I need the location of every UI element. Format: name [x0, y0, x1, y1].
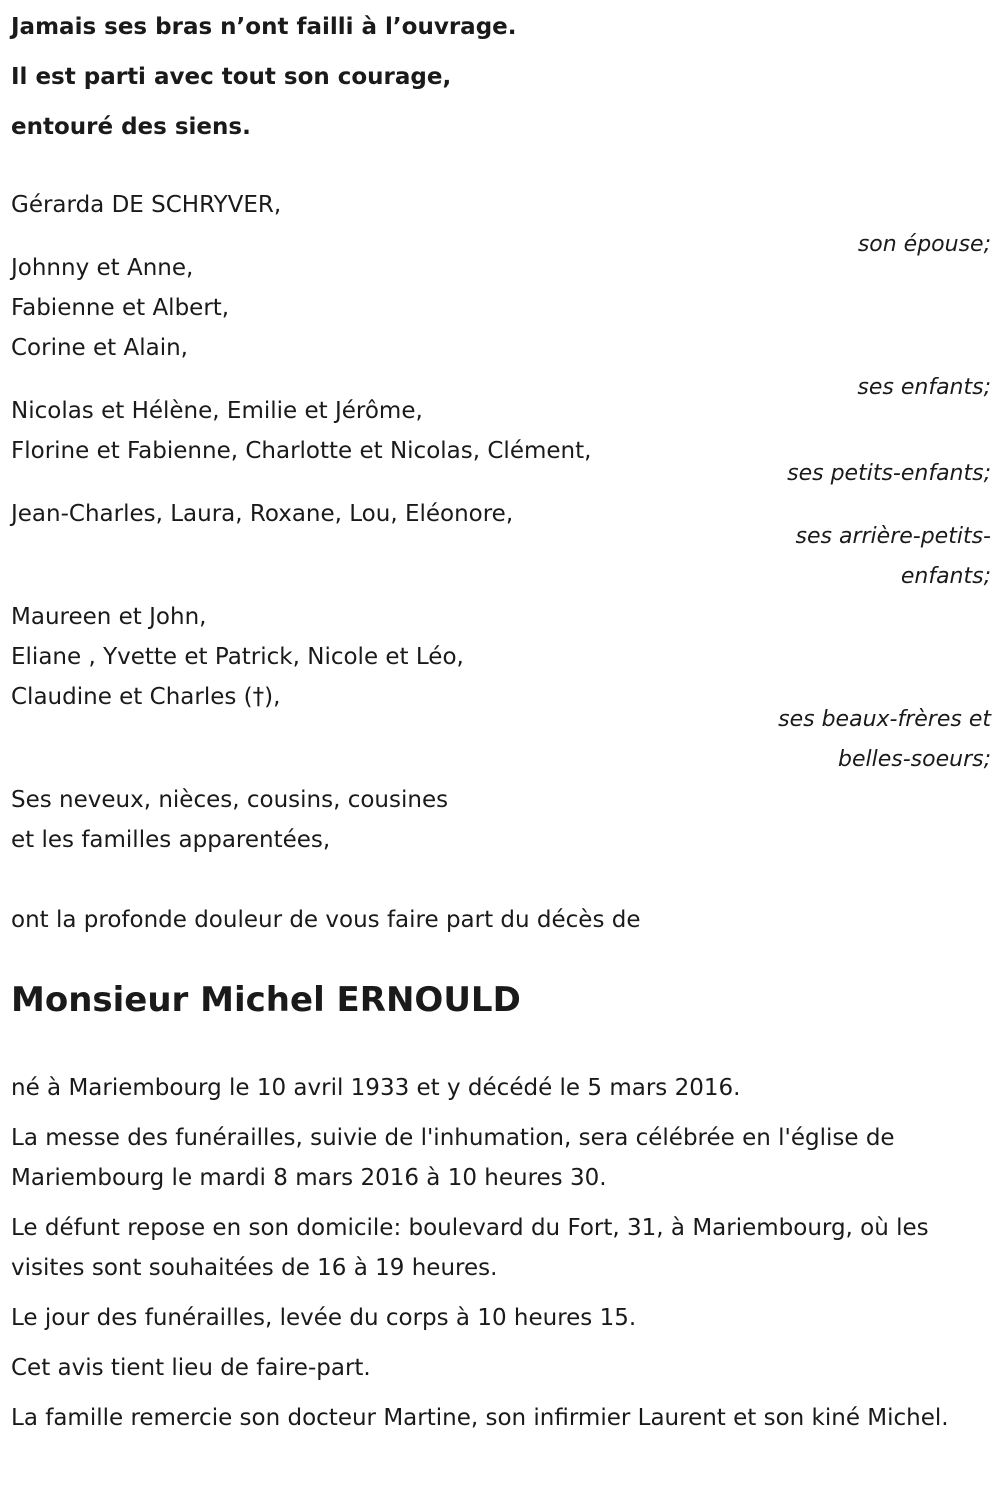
family-group-extended [11, 780, 991, 860]
announcement-text: ont la profonde douleur de vous faire part du décès de [11, 907, 641, 933]
family-names: Florine et Fabienne, Charlotte et Nicolas, Clément, [11, 438, 592, 464]
detail-paragraph: La famille remercie son docteur Martine, son infirmier Laurent et son kiné Michel. [11, 1405, 949, 1431]
family-names: Maureen et John, [11, 604, 207, 630]
family-names: Johnny et Anne, [11, 255, 194, 281]
family-names: Fabienne et Albert, [11, 295, 230, 321]
announcement [11, 900, 991, 940]
family-group-in-laws [11, 597, 991, 717]
family-names: et les familles apparentées, [11, 827, 331, 853]
poem-line: Il est parti avec tout son courage, [11, 64, 452, 90]
obituary-notice [11, 0, 991, 1431]
family-role-in-laws [11, 700, 991, 780]
deceased-name-block [11, 978, 991, 1022]
detail-paragraph: Cet avis tient lieu de faire-part. [11, 1355, 371, 1381]
family-role: ses arrière-petits- [795, 524, 991, 549]
detail-paragraph: La messe des funérailles, suivie de l'inhumation, sera célébrée en l'église de Mariembourg le mardi 8 mars 2016 à 10 heures 30. [11, 1125, 895, 1191]
detail-paragraph: né à Mariembourg le 10 avril 1933 et y décédé le 5 mars 2016. [11, 1075, 741, 1101]
poem-line: entouré des siens. [11, 114, 251, 140]
family-names: Corine et Alain, [11, 335, 188, 361]
details [11, 1068, 986, 1448]
family-role: son épouse; [857, 232, 991, 257]
family-role: ses beaux-frères et [778, 707, 991, 732]
family-names: Gérarda DE SCHRYVER, [11, 192, 282, 218]
poem [11, 2, 991, 152]
family-names: Ses neveux, nièces, cousins, cousines [11, 787, 449, 813]
family-role: belles-soeurs; [838, 747, 991, 772]
family-role: ses petits-enfants; [787, 461, 991, 486]
deceased-name: Monsieur Michel ERNOULD [11, 980, 521, 1020]
family-role: ses enfants; [857, 375, 991, 400]
poem-line: Jamais ses bras n’ont failli à l’ouvrage. [11, 14, 517, 40]
family-role-great-grandchildren [11, 517, 991, 597]
family-group-children [11, 248, 991, 408]
detail-paragraph: Le jour des funérailles, levée du corps à 10 heures 15. [11, 1305, 637, 1331]
family-names: Claudine et Charles (†), [11, 684, 281, 710]
family-role: enfants; [900, 564, 991, 589]
detail-paragraph: Le défunt repose en son domicile: boulevard du Fort, 31, à Mariembourg, où les visites sont souhaitées de 16 à 19 heures. [11, 1215, 929, 1281]
family-names: Nicolas et Hélène, Emilie et Jérôme, [11, 398, 423, 424]
family-role-grandchildren [11, 454, 991, 494]
family-names: Jean-Charles, Laura, Roxane, Lou, Eléonore, [11, 501, 514, 527]
family-names: Eliane , Yvette et Patrick, Nicole et Léo, [11, 644, 464, 670]
